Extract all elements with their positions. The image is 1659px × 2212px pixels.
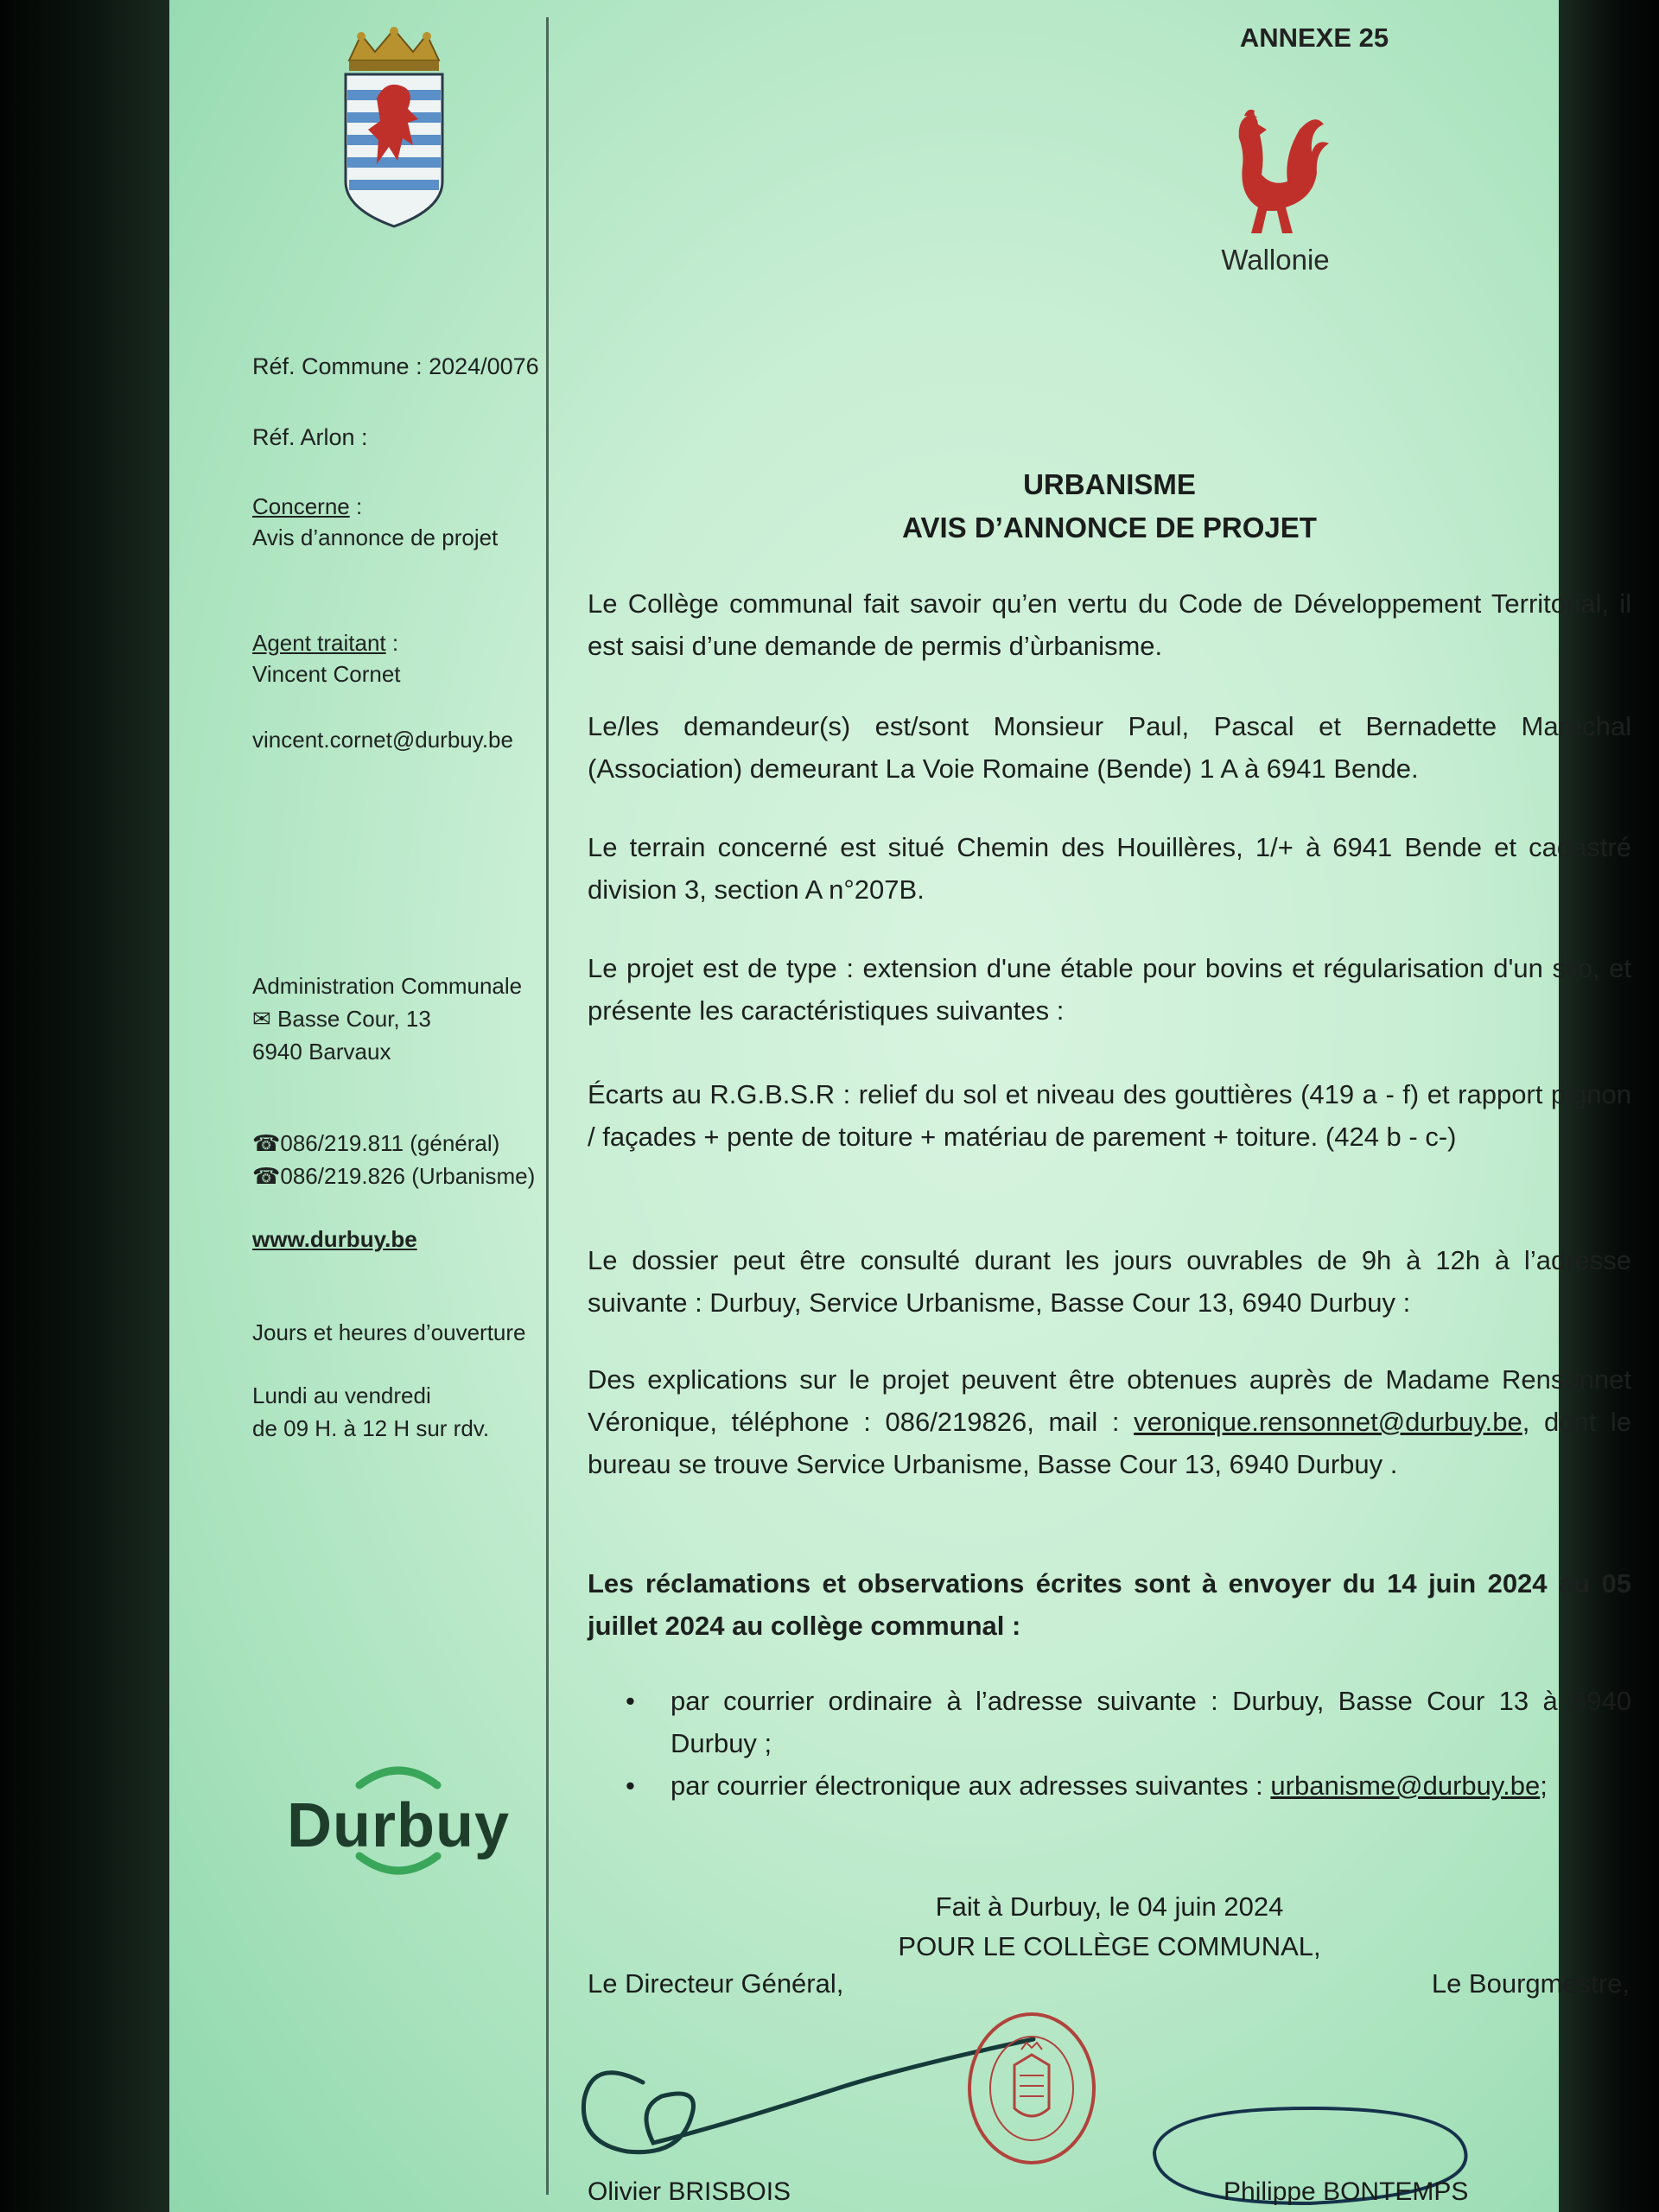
paragraph-intro: Le Collège communal fait savoir qu’en vertu du Code de Développement Territorial, il est saisi d’une demande de permis d’ùrbanisme. [588,588,1631,661]
opening-times: de 09 H. à 12 H sur rdv. [252,1415,490,1441]
notice-page [169,0,1631,2212]
reference-arlon: Réf. Arlon : [252,424,368,450]
phone-icon: ☎ [252,1163,281,1189]
list-item [588,1764,1631,1807]
agent-email: vincent.cornet@durbuy.be [252,727,513,753]
notice-title-1: URBANISME [1023,468,1196,500]
director-name: Olivier BRISBOIS [588,2177,791,2206]
address-block [252,969,522,1068]
region-label: Wallonie [1221,244,1330,276]
mayor-name: Philippe BONTEMPS [1224,2177,1469,2206]
municipal-seal-icon [963,2006,1101,2171]
paragraph-consultation: Le dossier peut être consulté durant les jours ouvrables de 9h à 12h à l’adresse suivante : Durbuy, Service Urbanisme, Basse Cour 13, 6940 Durbuy : [588,1245,1631,1318]
list-item-end: ; [1540,1770,1548,1801]
subject-label: Concerne [252,493,350,519]
envelope-icon: ✉ [252,1006,271,1032]
agent-block [252,627,401,690]
paragraph-land: Le terrain concerné est situé Chemin des Houillères, 1/+ à 6941 Bende et cadastré division 3, section A n°207B. [588,832,1631,905]
durbuy-logo [282,1754,515,1892]
contact-text: Des explications sur le projet peuvent être obtenues auprès de Madame Rensonnet Véronique, téléphone : 086/219826, mail : [588,1364,1631,1437]
opening-days: Lundi au vendredi [252,1382,431,1408]
admin-title: Administration Communale [252,973,523,999]
subject-block [252,491,498,553]
annex-number: ANNEXE 25 [1239,22,1389,53]
column-divider [546,17,549,2195]
opening-hours-title: Jours et heures d’ouverture [252,1319,526,1345]
website-link[interactable]: www.durbuy.be [252,1226,417,1252]
coat-of-arms-icon [334,26,454,233]
list-item-text: par courrier électronique aux adresses suivantes : [671,1770,1271,1801]
paragraph-contact [588,1358,1631,1485]
paragraph-claims: Les réclamations et observations écrites sont à envoyer du 14 juin 2024 au 05 juillet 2024 au collège communal : [588,1568,1631,1641]
director-title: Le Directeur Général, [588,1968,844,1999]
paragraph-deviations: Écarts au R.G.B.S.R : relief du sol et niveau des gouttières (419 a - f) et rapport pignon / façades + pente de toiture + matériau de parement + toiture. (424 b - c-) [588,1079,1631,1152]
subject-label-colon: : [349,493,363,519]
place-date: Fait à Durbuy, le 04 juin 2024 [935,1891,1284,1922]
admin-address: Basse Cour, 13 [277,1006,431,1032]
logo-text: Durbuy [287,1791,510,1860]
claims-list [588,1680,1631,1807]
reference-commune: Réf. Commune : 2024/0076 [252,353,539,379]
phone-general: 086/219.811 (général) [280,1130,500,1156]
paragraph-project-type: Le projet est de type : extension d'une étable pour bovins et régularisation d'un silo, et présente les caractéristiques suivantes : [588,953,1631,1026]
urbanisme-email-link[interactable]: urbanisme@durbuy.be [1270,1770,1541,1801]
agent-label-colon: : [385,630,399,656]
list-item: • par courrier ordinaire à l’adresse suivante : Durbuy, Basse Cour 13 à 6940 Durbuy ; [588,1680,1631,1764]
contact-text-end: , dont le bureau se trouve Service Urbanisme, Basse Cour 13, 6940 Durbuy . [588,1407,1631,1479]
phone-block [252,1127,535,1192]
agent-label: Agent traitant [252,630,386,656]
contact-email-link[interactable]: veronique.rensonnet@durbuy.be [1134,1407,1522,1437]
admin-city: 6940 Barvaux [252,1039,391,1065]
paragraph-applicants: Le/les demandeur(s) est/sont Monsieur Paul, Pascal et Bernadette Maréchal (Association) demeurant La Voie Romaine (Bende) 1 A à 6941 Bende. [588,711,1631,784]
mayor-title: Le Bourgmestre, [1431,1968,1630,1999]
notice-title-2: AVIS D’ANNONCE DE PROJET [902,512,1317,543]
opening-hours [252,1379,489,1445]
subject-value: Avis d’annonce de projet [252,524,499,550]
display-frame-left [0,0,169,2212]
agent-name: Vincent Cornet [252,661,401,687]
phone-urbanisme: 086/219.826 (Urbanisme) [280,1163,536,1189]
for-college: POUR LE COLLÈGE COMMUNAL, [898,1931,1321,1961]
phone-icon: ☎ [252,1130,281,1156]
walloon-rooster-icon [1213,104,1334,242]
